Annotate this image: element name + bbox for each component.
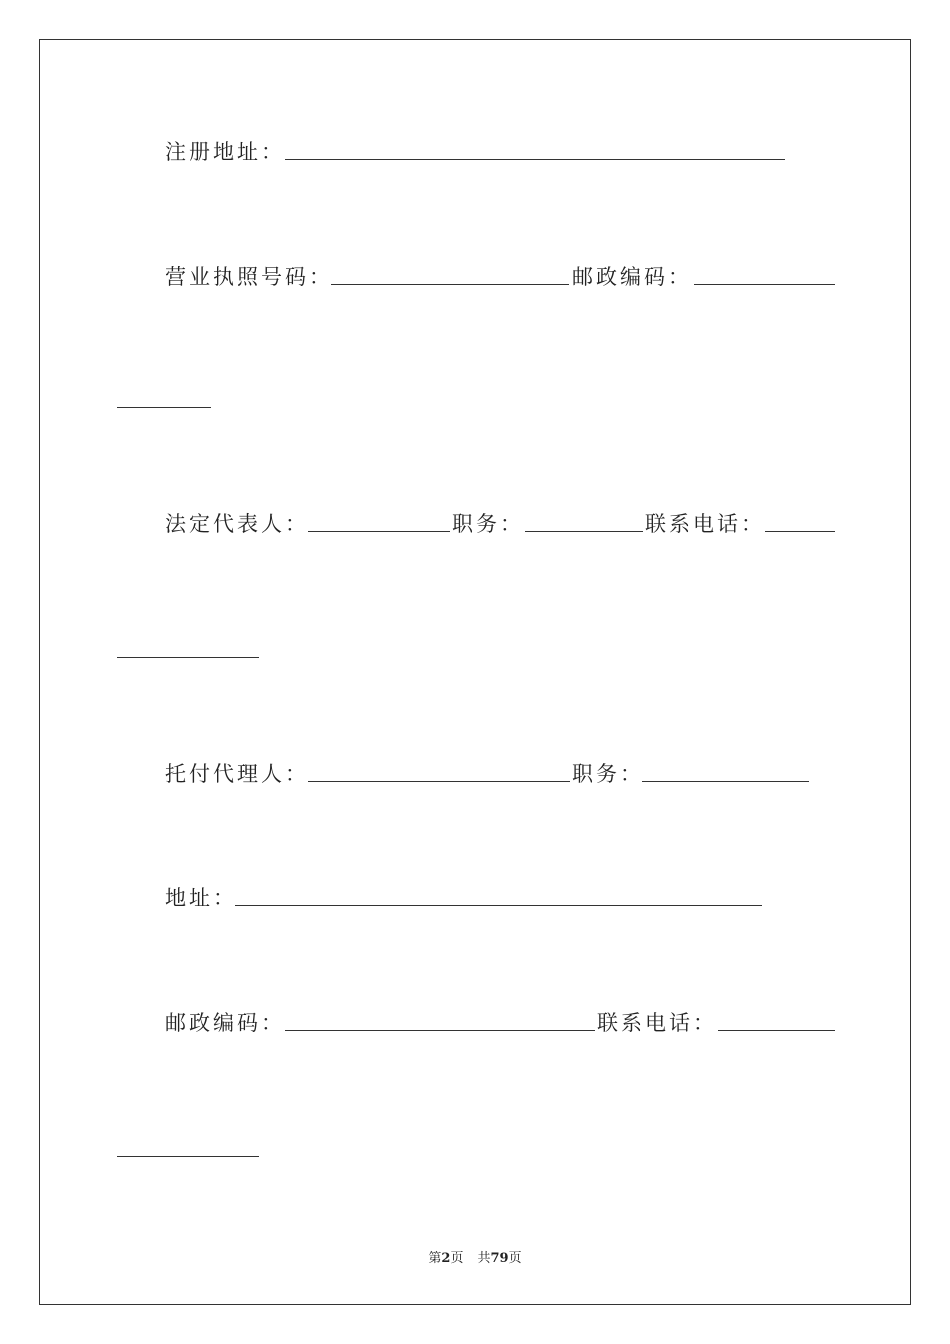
phone-blank-2-continued[interactable]	[117, 1156, 259, 1157]
page-prefix: 第	[428, 1251, 442, 1266]
legal-rep-label: 法定代表人：	[165, 512, 309, 536]
page-border	[39, 39, 911, 1305]
position-blank-2[interactable]	[642, 781, 809, 782]
agent-row	[0, 759, 950, 789]
agent-blank[interactable]	[308, 781, 570, 782]
phone-label-1: 联系电话：	[645, 512, 765, 536]
postal-code-blank-1[interactable]	[694, 284, 835, 285]
phone-blank-1[interactable]	[765, 531, 835, 532]
position-label-2: 职务：	[572, 762, 644, 786]
postal-code-label-1: 邮政编码：	[572, 265, 692, 289]
postal-code-label-2: 邮政编码：	[165, 1011, 285, 1035]
address-row	[0, 883, 950, 913]
postal-code-blank-1-continued[interactable]	[117, 407, 211, 408]
license-number-blank[interactable]	[331, 284, 569, 285]
registered-address-row	[0, 137, 950, 167]
position-blank-1[interactable]	[525, 531, 643, 532]
agent-label: 托付代理人：	[165, 762, 309, 786]
address-label: 地址：	[165, 886, 237, 910]
page-total: 79	[490, 1251, 509, 1266]
license-number-label: 营业执照号码：	[165, 265, 333, 289]
phone-blank-2[interactable]	[718, 1030, 835, 1031]
registered-address-label: 注册地址：	[165, 140, 285, 164]
total-prefix: 共	[477, 1251, 491, 1266]
phone-blank-1-continued[interactable]	[117, 657, 259, 658]
license-row	[0, 262, 950, 292]
page-suffix: 页	[450, 1251, 464, 1266]
registered-address-blank[interactable]	[285, 159, 785, 160]
address-blank[interactable]	[235, 905, 762, 906]
phone-label-2: 联系电话：	[597, 1011, 717, 1035]
postal-phone-row	[0, 1008, 950, 1038]
postal-code-blank-2[interactable]	[285, 1030, 595, 1031]
page-footer	[0, 1247, 950, 1266]
total-suffix: 页	[508, 1251, 522, 1266]
page-current: 2	[441, 1251, 451, 1266]
legal-rep-row	[0, 509, 950, 539]
position-label-1: 职务：	[452, 512, 524, 536]
legal-rep-blank[interactable]	[308, 531, 450, 532]
